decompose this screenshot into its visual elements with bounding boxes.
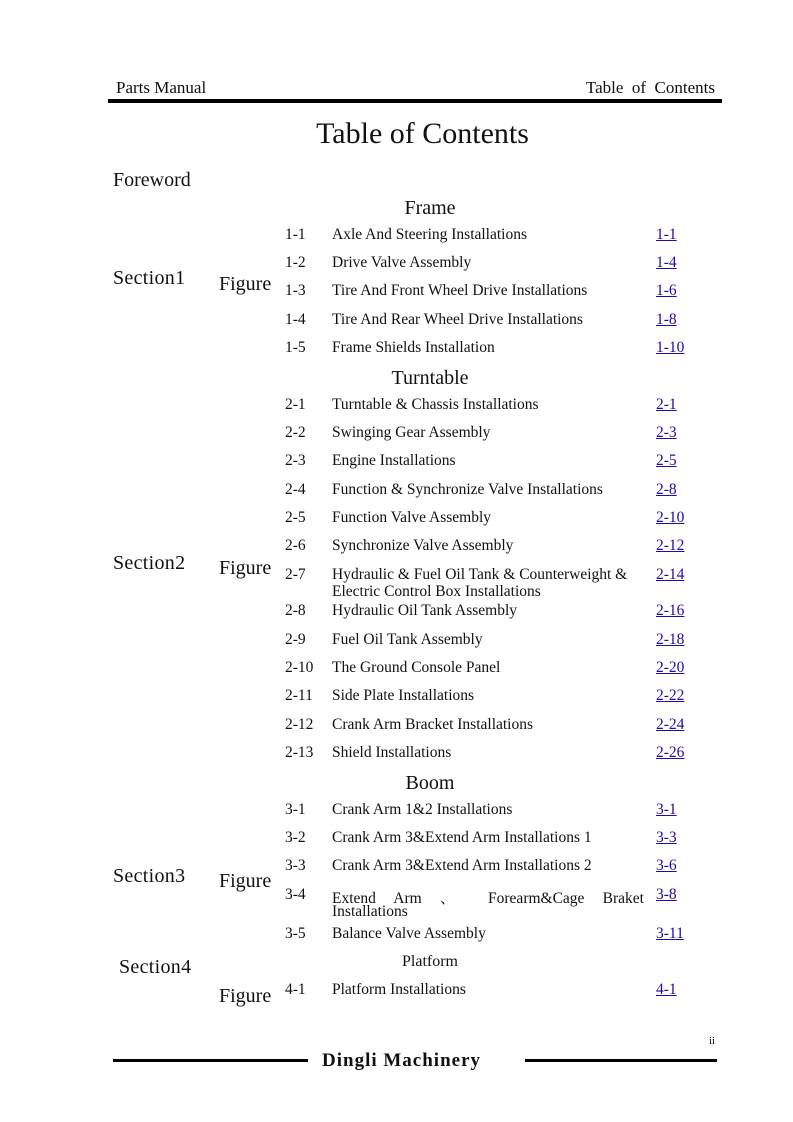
entry-page-link[interactable]: 2-16 bbox=[656, 602, 685, 619]
entry-number: 3-3 bbox=[285, 857, 306, 874]
toc-entry bbox=[285, 981, 695, 1003]
entry-page-link[interactable]: 2-12 bbox=[656, 537, 685, 554]
toc-entry bbox=[285, 452, 695, 474]
entry-title: Balance Valve Assembly bbox=[332, 925, 486, 942]
section-2-label: Section2 bbox=[113, 552, 186, 574]
toc-entry bbox=[285, 829, 695, 851]
toc-entry bbox=[285, 886, 695, 926]
category-boom: Boom bbox=[405, 772, 455, 794]
entry-title: Turntable & Chassis Installations bbox=[332, 396, 539, 413]
entry-number: 2-5 bbox=[285, 509, 306, 526]
entry-page-link[interactable]: 2-10 bbox=[656, 509, 685, 526]
entry-title: Function Valve Assembly bbox=[332, 509, 492, 526]
toc-entry bbox=[285, 566, 695, 606]
toc-entry bbox=[285, 481, 695, 503]
toc-entry bbox=[285, 602, 695, 624]
toc-entry bbox=[285, 716, 695, 738]
entry-title: Swinging Gear Assembly bbox=[332, 424, 491, 441]
entry-title: Crank Arm Bracket Installations bbox=[332, 716, 534, 733]
entry-number: 2-13 bbox=[285, 744, 314, 761]
entry-title: Extend Arm 、 Forearm&Cage Braket bbox=[332, 890, 644, 907]
entry-page-link[interactable]: 3-8 bbox=[656, 886, 677, 903]
toc-entry bbox=[285, 226, 695, 248]
figure-label-1: Figure bbox=[219, 273, 272, 295]
page-title: Table of Contents bbox=[316, 117, 529, 150]
entry-page-link[interactable]: 2-5 bbox=[656, 452, 677, 469]
category-turntable: Turntable bbox=[391, 367, 469, 389]
entry-title: Crank Arm 3&Extend Arm Installations 1 bbox=[332, 829, 592, 846]
entry-number: 1-4 bbox=[285, 311, 306, 328]
entry-title: Side Plate Installations bbox=[332, 687, 475, 704]
entry-page-link[interactable]: 3-1 bbox=[656, 801, 677, 818]
toc-entry bbox=[285, 744, 695, 766]
footer-rule-right bbox=[525, 1059, 717, 1062]
header-left-text: Parts Manual bbox=[116, 78, 207, 97]
entry-page-link[interactable]: 1-8 bbox=[656, 311, 677, 328]
toc-entry bbox=[285, 631, 695, 653]
toc-entry bbox=[285, 687, 695, 709]
figure-label-4: Figure bbox=[219, 985, 272, 1007]
toc-entry bbox=[285, 311, 695, 333]
footer-company: Dingli Machinery bbox=[322, 1050, 482, 1071]
entry-number: 3-2 bbox=[285, 829, 306, 846]
entry-page-link[interactable]: 2-24 bbox=[656, 716, 685, 733]
entry-title: Drive Valve Assembly bbox=[332, 254, 472, 271]
entry-title: Platform Installations bbox=[332, 981, 466, 998]
category-frame: Frame bbox=[404, 197, 456, 219]
toc-entry bbox=[285, 396, 695, 418]
header-right-text: Table of Contents bbox=[585, 78, 715, 97]
entry-page-link[interactable]: 1-1 bbox=[656, 226, 677, 243]
footer-rule-left bbox=[113, 1059, 308, 1062]
entry-page-link[interactable]: 3-3 bbox=[656, 829, 677, 846]
toc-entry bbox=[285, 801, 695, 823]
toc-entry bbox=[285, 659, 695, 681]
entry-number: 1-3 bbox=[285, 282, 306, 299]
entry-number: 2-10 bbox=[285, 659, 314, 676]
toc-entry bbox=[285, 282, 695, 304]
entry-number: 2-11 bbox=[285, 687, 313, 704]
section-1-label: Section1 bbox=[113, 267, 186, 289]
entry-page-link[interactable]: 4-1 bbox=[656, 981, 677, 998]
entry-title: Axle And Steering Installations bbox=[332, 226, 528, 243]
entry-number: 2-12 bbox=[285, 716, 314, 733]
entry-number: 2-2 bbox=[285, 424, 306, 441]
entry-page-link[interactable]: 2-20 bbox=[656, 659, 685, 676]
entry-number: 3-4 bbox=[285, 886, 306, 903]
toc-entry bbox=[285, 424, 695, 446]
entry-number: 2-3 bbox=[285, 452, 306, 469]
toc-entry bbox=[285, 857, 695, 879]
entry-number: 1-5 bbox=[285, 339, 306, 356]
entry-title-continued: Electric Control Box Installations bbox=[332, 583, 541, 600]
page-number: ii bbox=[709, 1035, 716, 1047]
entry-title: Tire And Front Wheel Drive Installations bbox=[332, 282, 588, 299]
entry-title: The Ground Console Panel bbox=[332, 659, 501, 676]
entry-title: Crank Arm 3&Extend Arm Installations 2 bbox=[332, 857, 592, 874]
entry-title: Tire And Rear Wheel Drive Installations bbox=[332, 311, 583, 328]
entry-page-link[interactable]: 1-6 bbox=[656, 282, 677, 299]
figure-label-2: Figure bbox=[219, 557, 272, 579]
entry-page-link[interactable]: 2-26 bbox=[656, 744, 685, 761]
entry-title-continued: Installations bbox=[332, 903, 408, 920]
entry-title: Engine Installations bbox=[332, 452, 456, 469]
toc-entry bbox=[285, 254, 695, 276]
entry-page-link[interactable]: 2-14 bbox=[656, 566, 685, 583]
toc-entry bbox=[285, 537, 695, 559]
section-3-label: Section3 bbox=[113, 865, 186, 887]
entry-title: Frame Shields Installation bbox=[332, 339, 495, 356]
category-platform: Platform bbox=[402, 953, 458, 970]
entry-number: 4-1 bbox=[285, 981, 306, 998]
entry-page-link[interactable]: 1-10 bbox=[656, 339, 685, 356]
entry-page-link[interactable]: 1-4 bbox=[656, 254, 677, 271]
toc-entry bbox=[285, 339, 695, 361]
entry-number: 2-7 bbox=[285, 566, 306, 583]
toc-entry bbox=[285, 925, 695, 947]
entry-title: Hydraulic & Fuel Oil Tank & Counterweight & bbox=[332, 566, 628, 583]
entry-page-link[interactable]: 2-22 bbox=[656, 687, 685, 704]
entry-number: 2-6 bbox=[285, 537, 306, 554]
entry-page-link[interactable]: 2-1 bbox=[656, 396, 677, 413]
entry-title: Function & Synchronize Valve Installations bbox=[332, 481, 603, 498]
entry-title: Hydraulic Oil Tank Assembly bbox=[332, 602, 518, 619]
header-rule bbox=[108, 99, 722, 103]
entry-page-link[interactable]: 3-6 bbox=[656, 857, 677, 874]
entry-number: 3-5 bbox=[285, 925, 306, 942]
section-4-label: Section4 bbox=[119, 956, 192, 978]
entry-number: 1-2 bbox=[285, 254, 306, 271]
entry-title: Synchronize Valve Assembly bbox=[332, 537, 514, 554]
entry-number: 2-4 bbox=[285, 481, 306, 498]
figure-label-3: Figure bbox=[219, 870, 272, 892]
entry-number: 1-1 bbox=[285, 226, 306, 243]
entry-number: 2-8 bbox=[285, 602, 306, 619]
entry-number: 2-9 bbox=[285, 631, 306, 648]
entry-page-link[interactable]: 2-18 bbox=[656, 631, 685, 648]
entry-number: 3-1 bbox=[285, 801, 306, 818]
entry-title: Shield Installations bbox=[332, 744, 452, 761]
toc-entry bbox=[285, 509, 695, 531]
entry-title: Crank Arm 1&2 Installations bbox=[332, 801, 513, 818]
entry-page-link[interactable]: 2-3 bbox=[656, 424, 677, 441]
foreword-heading: Foreword bbox=[113, 169, 191, 191]
entry-number: 2-1 bbox=[285, 396, 306, 413]
entry-page-link[interactable]: 3-11 bbox=[656, 925, 684, 942]
entry-page-link[interactable]: 2-8 bbox=[656, 481, 677, 498]
entry-title: Fuel Oil Tank Assembly bbox=[332, 631, 483, 648]
